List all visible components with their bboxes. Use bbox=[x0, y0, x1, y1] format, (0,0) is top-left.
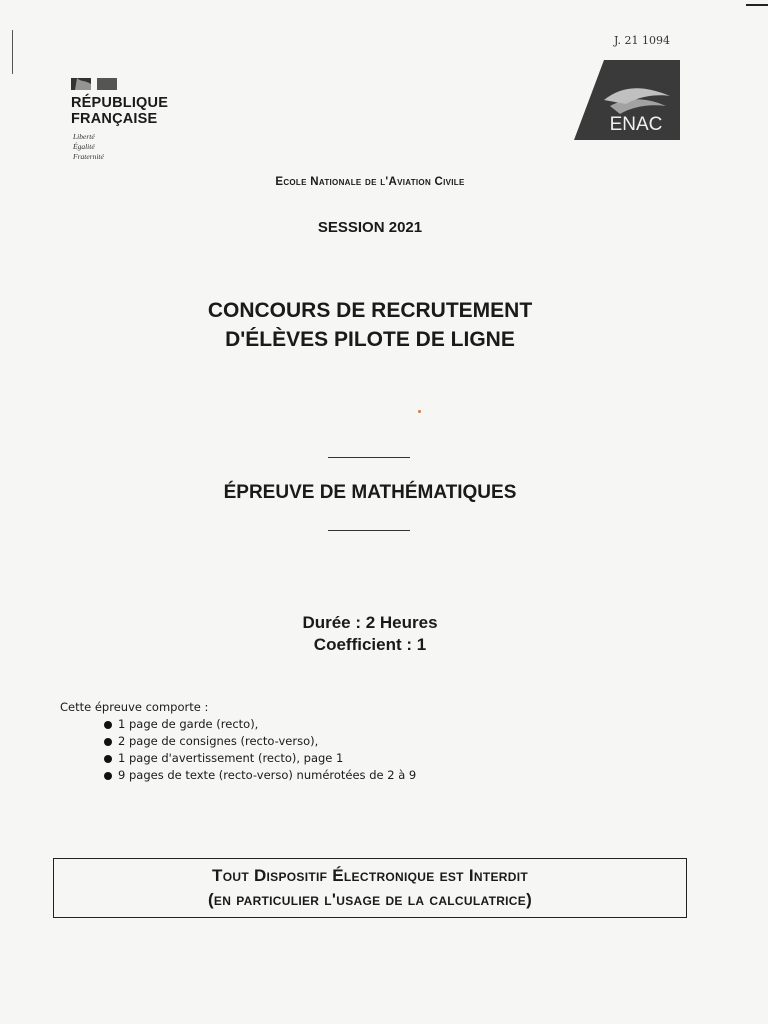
exam-name: ÉPREUVE DE MATHÉMATIQUES bbox=[223, 482, 517, 503]
republic-line-1: RÉPUBLIQUE bbox=[71, 95, 169, 111]
motto-fraternite: Fraternité bbox=[73, 152, 104, 161]
contents-list bbox=[104, 716, 416, 784]
republic-name bbox=[71, 95, 168, 127]
warning-line-2: (en particulier l'usage de la calculatrice) bbox=[207, 890, 533, 909]
reference-code: J. 21 1094 bbox=[613, 34, 670, 47]
competition-title-line-1: CONCOURS DE RECRUTEMENT bbox=[207, 299, 533, 322]
warning-line-1: Tout Dispositif Électronique est Interdit bbox=[212, 866, 528, 885]
enac-logo-text: ENAC bbox=[609, 114, 663, 135]
session-title: SESSION 2021 bbox=[317, 219, 423, 236]
competition-title-line-2: D'ÉLÈVES PILOTE DE LIGNE bbox=[225, 328, 515, 351]
motto-liberte: Liberté bbox=[73, 132, 95, 141]
republic-motto bbox=[73, 132, 104, 162]
scan-corner-mark bbox=[746, 4, 768, 6]
scan-dot-mark bbox=[418, 410, 421, 413]
scan-edge-mark bbox=[12, 30, 13, 74]
list-item: 1 page d'avertissement (recto), page 1 bbox=[104, 750, 416, 767]
exam-details bbox=[0, 612, 740, 656]
contents-intro: Cette épreuve comporte : bbox=[60, 700, 209, 714]
divider-bottom bbox=[328, 530, 410, 531]
marianne-flag-logo bbox=[71, 76, 119, 92]
list-item: 1 page de garde (recto), bbox=[104, 716, 416, 733]
enac-logo bbox=[574, 60, 680, 140]
republic-line-2: FRANÇAISE bbox=[71, 111, 158, 127]
competition-title bbox=[0, 296, 740, 354]
motto-egalite: Égalité bbox=[73, 142, 95, 151]
divider-top bbox=[328, 457, 410, 458]
list-item: 9 pages de texte (recto-verso) numérotées de 2 à 9 bbox=[104, 767, 416, 784]
exam-duration: Durée : 2 Heures bbox=[302, 613, 438, 632]
school-name: Ecole Nationale de l'Aviation Civile bbox=[275, 176, 465, 188]
exam-coefficient: Coefficient : 1 bbox=[313, 635, 427, 654]
warning-box bbox=[53, 858, 687, 918]
list-item: 2 page de consignes (recto-verso), bbox=[104, 733, 416, 750]
